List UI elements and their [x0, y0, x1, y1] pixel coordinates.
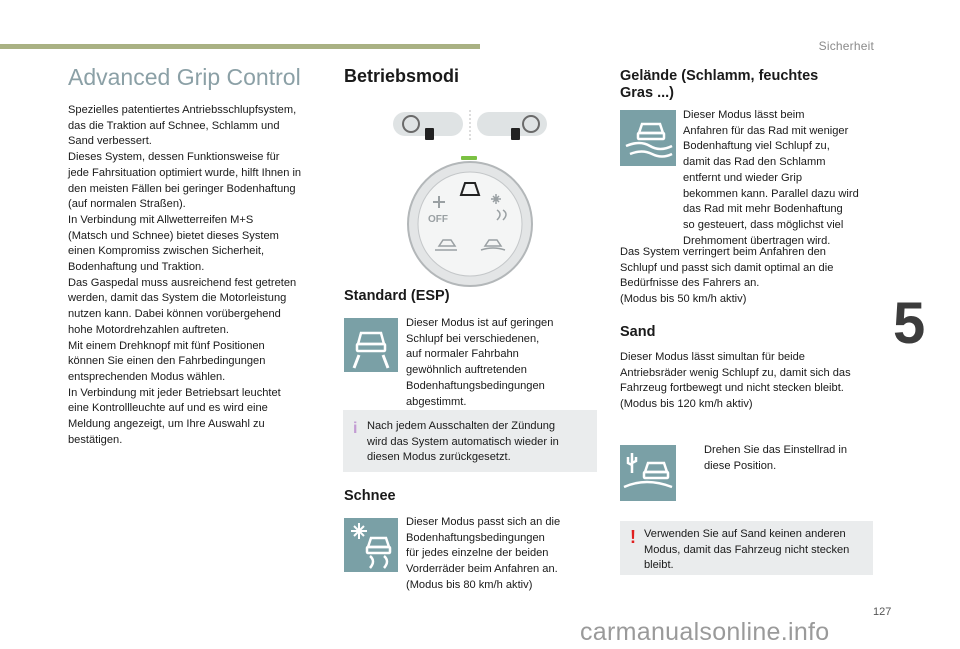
sand-car-icon	[620, 445, 676, 501]
intro-line: jede Fahrsituation optimiert wurde, hilft Ihnen in	[68, 166, 302, 179]
sand-instruction	[684, 443, 874, 474]
text-line: Bodenhaftungsbedingungen	[406, 531, 545, 544]
text-line: (Modus bis 120 km/h aktiv)	[620, 398, 753, 411]
text-line: für jedes einzelne der beiden	[406, 547, 549, 560]
intro-line: In Verbindung mit Allwetterreifen M+S	[68, 213, 254, 226]
text-line: Bodenhaftungsbedingungen	[406, 379, 545, 392]
intro-line: bestätigen.	[68, 433, 123, 446]
intro-line: Mit einem Drehknopf mit fünf Positionen	[68, 339, 265, 352]
intro-line: den meisten Fällen bei geringer Bodenhaftung	[68, 182, 296, 195]
snow-title: Schnee	[344, 488, 396, 504]
modes-title: Betriebsmodi	[344, 66, 460, 86]
standard-description	[406, 316, 592, 410]
intro-line: eine Kontrollleuchte auf und es wird eine	[68, 402, 268, 415]
standard-info-note	[343, 410, 597, 472]
snow-car-icon	[344, 518, 398, 572]
text-line: diese Position.	[704, 459, 777, 472]
intro-line: entsprechenden Modus wählen.	[68, 370, 226, 383]
text-line: Schlupf und passt sich damit optimal an die	[620, 261, 834, 274]
intro-line: Das Gaspedal muss ausreichend fest getreten	[68, 276, 297, 289]
title-line: Gelände (Schlamm, feuchtes	[620, 68, 819, 84]
terrain-mode-tile	[620, 110, 676, 166]
text-line: das Rad mit mehr Bodenhaftung	[683, 203, 843, 216]
intro-body	[68, 103, 326, 448]
text-line: Antriebsräder wenig Schlupf zu, damit sich das	[620, 366, 851, 379]
watermark: carmanualsonline.info	[580, 618, 830, 646]
text-line: Fahrzeug fortbewegt und nicht stecken bleibt.	[620, 382, 844, 395]
standard-title: Standard (ESP)	[344, 288, 450, 304]
text-line: Bedürfnisse des Fahrers an.	[620, 277, 760, 290]
info-text	[367, 419, 559, 466]
chapter-number-tab: 5	[893, 291, 926, 356]
text-line: bleibt.	[644, 559, 674, 572]
text-line: Das System verringert beim Anfahren den	[620, 246, 826, 258]
intro-line: Bodenhaftung und Traktion.	[68, 261, 205, 274]
text-line: Modus, damit das Fahrzeug nicht stecken	[644, 543, 850, 556]
sand-warning-note	[620, 521, 873, 575]
snow-mode-tile	[344, 518, 398, 572]
text-line: Verwenden Sie auf Sand keinen anderen	[644, 528, 846, 540]
intro-line: (Matsch und Schnee) bietet dieses System	[68, 229, 279, 242]
intro-section	[68, 64, 326, 448]
text-line: (Modus bis 50 km/h aktiv)	[620, 293, 747, 306]
off-label: OFF	[428, 214, 448, 225]
text-line: Drehmoment übertragen wird.	[683, 234, 831, 247]
standard-car-icon	[344, 318, 398, 372]
text-line: entfernt und wieder Grip	[683, 171, 803, 184]
intro-line: Sand verbessert.	[68, 135, 152, 148]
intro-line: einen Kompromiss zwischen Sicherheit,	[68, 245, 265, 258]
intro-line: hohe Motordrehzahlen auftreten.	[68, 323, 229, 336]
intro-line: Meldung angezeigt, um Ihre Auswahl zu	[68, 418, 265, 431]
sand-title: Sand	[620, 324, 656, 340]
warning-lamp-icon	[425, 128, 434, 140]
intro-line: können Sie einen den Fahrbedingungen	[68, 355, 266, 368]
text-line: Drehen Sie das Einstellrad in	[704, 444, 848, 456]
header-accent-bar	[0, 44, 480, 49]
snow-description	[406, 515, 592, 594]
sand-description	[620, 350, 882, 413]
position-indicator-led	[461, 156, 477, 160]
intro-title: Advanced Grip Control	[68, 64, 301, 90]
terrain-description	[683, 108, 883, 249]
text-line: Anfahren für das Rad mit weniger	[683, 124, 849, 137]
text-line: Dieser Modus lässt beim	[683, 109, 805, 121]
text-line: Schlupf bei verschiedenen,	[406, 332, 540, 345]
text-line: bekommen kann. Parallel dazu wird	[683, 187, 859, 200]
text-line: Nach jedem Ausschalten der Zündung	[367, 420, 556, 432]
text-line: Bodenhaftung viel Schlupf zu,	[683, 140, 830, 153]
intro-line: Spezielles patentiertes Antriebsschlupfsystem,	[68, 104, 297, 116]
text-line: Dieser Modus ist auf geringen	[406, 317, 554, 329]
warning-icon: !	[630, 527, 636, 547]
intro-line: nutzen kann. Dabei können vorübergehend	[68, 308, 281, 321]
selector-knob-illustration	[385, 106, 555, 291]
text-line: abgestimmt.	[406, 395, 467, 408]
terrain-title	[620, 68, 818, 102]
text-line: damit das Rad den Schlamm	[683, 156, 826, 169]
text-line: diesen Modus zurückgesetzt.	[367, 451, 511, 464]
intro-line: Dieses System, dessen Funktionsweise für	[68, 151, 280, 164]
warning-text	[644, 527, 849, 574]
text-line: so gesteuert, dass möglichst viel	[683, 218, 844, 231]
info-icon: i	[353, 420, 358, 437]
standard-mode-tile	[344, 318, 398, 372]
page-number: 127	[873, 606, 892, 618]
chapter-label: Sicherheit	[818, 39, 874, 53]
intro-line: das die Traktion auf Schnee, Schlamm und	[68, 119, 280, 132]
intro-line: In Verbindung mit jeder Betriebsart leuchtet	[68, 386, 281, 399]
text-line: Vorderräder beim Anfahren an.	[406, 563, 558, 576]
intro-line: werden, damit das System die Motorleistung	[68, 292, 287, 305]
text-line: (Modus bis 80 km/h aktiv)	[406, 578, 533, 591]
text-line: auf normaler Fahrbahn	[406, 348, 519, 361]
text-line: wird das System automatisch wieder in	[367, 435, 559, 448]
title-line: Gras ...)	[620, 85, 674, 101]
text-line: Dieser Modus lässt simultan für beide	[620, 351, 805, 363]
sand-mode-tile	[620, 445, 676, 501]
intro-line: (auf normalen Straßen).	[68, 198, 186, 211]
warning-lamp-icon	[511, 128, 520, 140]
text-line: Dieser Modus passt sich an die	[406, 516, 561, 528]
mud-car-icon	[620, 110, 676, 166]
terrain-extra	[620, 245, 880, 308]
text-line: gewöhnlich auftretenden	[406, 364, 527, 377]
